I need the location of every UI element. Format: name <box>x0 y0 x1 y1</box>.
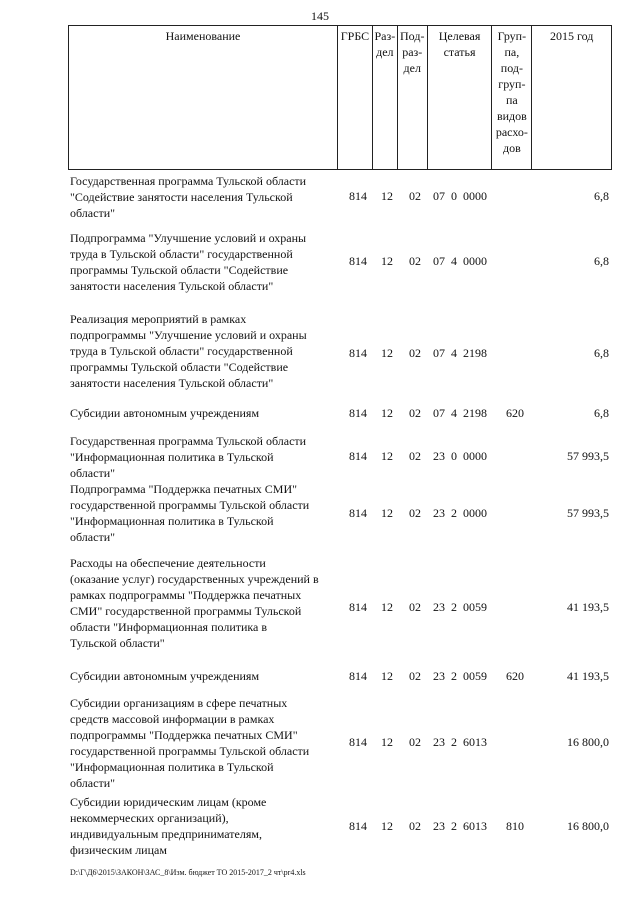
row-name-line: Расходы на обеспечение деятельности <box>70 556 266 570</box>
row-celevaya-statya: 07 4 0000 <box>433 254 487 268</box>
row-name-line: физическим лицам <box>70 843 167 857</box>
row-name-line: занятости населения Тульской области" <box>70 376 274 390</box>
row-name-line: Подпрограмма "Поддержка печатных СМИ" <box>70 482 298 496</box>
row-amount: 6,8 <box>594 254 609 268</box>
row-gruppa: 810 <box>506 819 524 833</box>
row-name-line: рамках подпрограммы "Поддержка печатных <box>70 588 302 602</box>
row-name-line: "Информационная политика в Тульской <box>70 514 274 528</box>
header-gruppa-vidov-raskhodov: Груп- па, под- груп- па видов расхо- дов <box>491 26 531 169</box>
row-celevaya-statya: 23 2 6013 <box>433 819 487 833</box>
row-podrazdel: 02 <box>409 406 421 420</box>
row-name <box>70 173 340 221</box>
row-name <box>70 794 340 858</box>
row-name-line: области "Информационная политика в <box>70 620 268 634</box>
row-podrazdel: 02 <box>409 506 421 520</box>
row-name-line: труда в Тульской области" государственной <box>70 247 293 261</box>
row-razdel: 12 <box>381 346 393 360</box>
row-name-line: Государственная программа Тульской области <box>70 174 307 188</box>
row-name <box>70 230 340 294</box>
row-name <box>70 311 340 391</box>
header-razdel: Раз- дел <box>372 26 397 169</box>
row-amount: 41 193,5 <box>567 600 609 614</box>
row-amount: 16 800,0 <box>567 735 609 749</box>
row-grbs: 814 <box>349 735 367 749</box>
row-grbs: 814 <box>349 506 367 520</box>
row-name-line: "Информационная политика в Тульской <box>70 760 274 774</box>
row-name-line: Субсидии организациям в сфере печатных <box>70 696 288 710</box>
row-name-line: области" <box>70 776 116 790</box>
row-celevaya-statya: 07 4 2198 <box>433 406 487 420</box>
row-name-line: Государственная программа Тульской области <box>70 434 307 448</box>
header-year-2015: 2015 год <box>531 26 611 169</box>
row-name-line: подпрограммы "Поддержка печатных СМИ" <box>70 728 298 742</box>
row-gruppa: 620 <box>506 669 524 683</box>
row-grbs: 814 <box>349 819 367 833</box>
row-name <box>70 433 340 481</box>
row-grbs: 814 <box>349 406 367 420</box>
row-amount: 6,8 <box>594 346 609 360</box>
row-celevaya-statya: 23 0 0000 <box>433 449 487 463</box>
row-name-line: государственной программы Тульской области <box>70 744 310 758</box>
table-header <box>68 25 612 170</box>
row-name-line: Подпрограмма "Улучшение условий и охраны <box>70 231 307 245</box>
row-name-line: Субсидии автономным учреждениям <box>70 406 260 420</box>
row-podrazdel: 02 <box>409 600 421 614</box>
header-celevaya-statya: Целевая статья <box>427 26 492 169</box>
row-grbs: 814 <box>349 600 367 614</box>
header-podrazdel: Под- раз- дел <box>397 26 427 169</box>
row-name <box>70 481 340 545</box>
row-name <box>70 405 340 421</box>
file-path-footer: D:\Г\Д6\2015\ЗАКОН\ЗАС_8\Изм. бюджет ТО 2015-2017_2 чт\pr4.xls <box>70 868 306 877</box>
row-razdel: 12 <box>381 449 393 463</box>
row-name-line: некоммерческих организаций), <box>70 811 229 825</box>
row-razdel: 12 <box>381 506 393 520</box>
header-grbs: ГРБС <box>337 26 372 169</box>
row-podrazdel: 02 <box>409 449 421 463</box>
row-podrazdel: 02 <box>409 189 421 203</box>
row-name-line: Субсидии автономным учреждениям <box>70 669 260 683</box>
row-name <box>70 555 340 651</box>
row-name-line: индивидуальным предпринимателям, <box>70 827 262 841</box>
row-razdel: 12 <box>381 600 393 614</box>
row-amount: 16 800,0 <box>567 819 609 833</box>
row-name-line: "Информационная политика в Тульской <box>70 450 274 464</box>
row-name-line: Реализация мероприятий в рамках <box>70 312 247 326</box>
row-razdel: 12 <box>381 406 393 420</box>
row-razdel: 12 <box>381 254 393 268</box>
row-celevaya-statya: 07 4 2198 <box>433 346 487 360</box>
row-name-line: труда в Тульской области" государственной <box>70 344 293 358</box>
row-podrazdel: 02 <box>409 819 421 833</box>
row-name-line: Субсидии юридическим лицам (кроме <box>70 795 267 809</box>
row-podrazdel: 02 <box>409 669 421 683</box>
row-name-line: программы Тульской области "Содействие <box>70 263 289 277</box>
row-name-line: Тульской области" <box>70 636 165 650</box>
header-name: Наименование <box>165 29 241 43</box>
row-amount: 6,8 <box>594 406 609 420</box>
row-name-line: средств массовой информации в рамках <box>70 712 275 726</box>
row-grbs: 814 <box>349 669 367 683</box>
row-name <box>70 695 340 791</box>
row-name-line: государственной программы Тульской области <box>70 498 310 512</box>
row-razdel: 12 <box>381 189 393 203</box>
row-grbs: 814 <box>349 449 367 463</box>
row-amount: 41 193,5 <box>567 669 609 683</box>
row-celevaya-statya: 23 2 0059 <box>433 669 487 683</box>
row-celevaya-statya: 07 0 0000 <box>433 189 487 203</box>
row-name-line: СМИ" государственной программы Тульской <box>70 604 302 618</box>
page-number: 145 <box>311 9 329 23</box>
row-razdel: 12 <box>381 819 393 833</box>
row-razdel: 12 <box>381 735 393 749</box>
row-celevaya-statya: 23 2 0000 <box>433 506 487 520</box>
row-gruppa: 620 <box>506 406 524 420</box>
row-podrazdel: 02 <box>409 346 421 360</box>
row-name-line: области" <box>70 530 116 544</box>
row-amount: 57 993,5 <box>567 449 609 463</box>
row-grbs: 814 <box>349 189 367 203</box>
row-name-line: области" <box>70 466 116 480</box>
row-grbs: 814 <box>349 346 367 360</box>
row-name-line: области" <box>70 206 116 220</box>
row-podrazdel: 02 <box>409 254 421 268</box>
row-name-line: (оказание услуг) государственных учреждений в <box>70 572 319 586</box>
row-amount: 6,8 <box>594 189 609 203</box>
row-podrazdel: 02 <box>409 735 421 749</box>
row-name <box>70 668 340 684</box>
row-celevaya-statya: 23 2 6013 <box>433 735 487 749</box>
row-name-line: занятости населения Тульской области" <box>70 279 274 293</box>
row-name-line: программы Тульской области "Содействие <box>70 360 289 374</box>
row-razdel: 12 <box>381 669 393 683</box>
row-name-line: подпрограммы "Улучшение условий и охраны <box>70 328 307 342</box>
row-celevaya-statya: 23 2 0059 <box>433 600 487 614</box>
row-grbs: 814 <box>349 254 367 268</box>
row-amount: 57 993,5 <box>567 506 609 520</box>
row-name-line: "Содействие занятости населения Тульской <box>70 190 293 204</box>
